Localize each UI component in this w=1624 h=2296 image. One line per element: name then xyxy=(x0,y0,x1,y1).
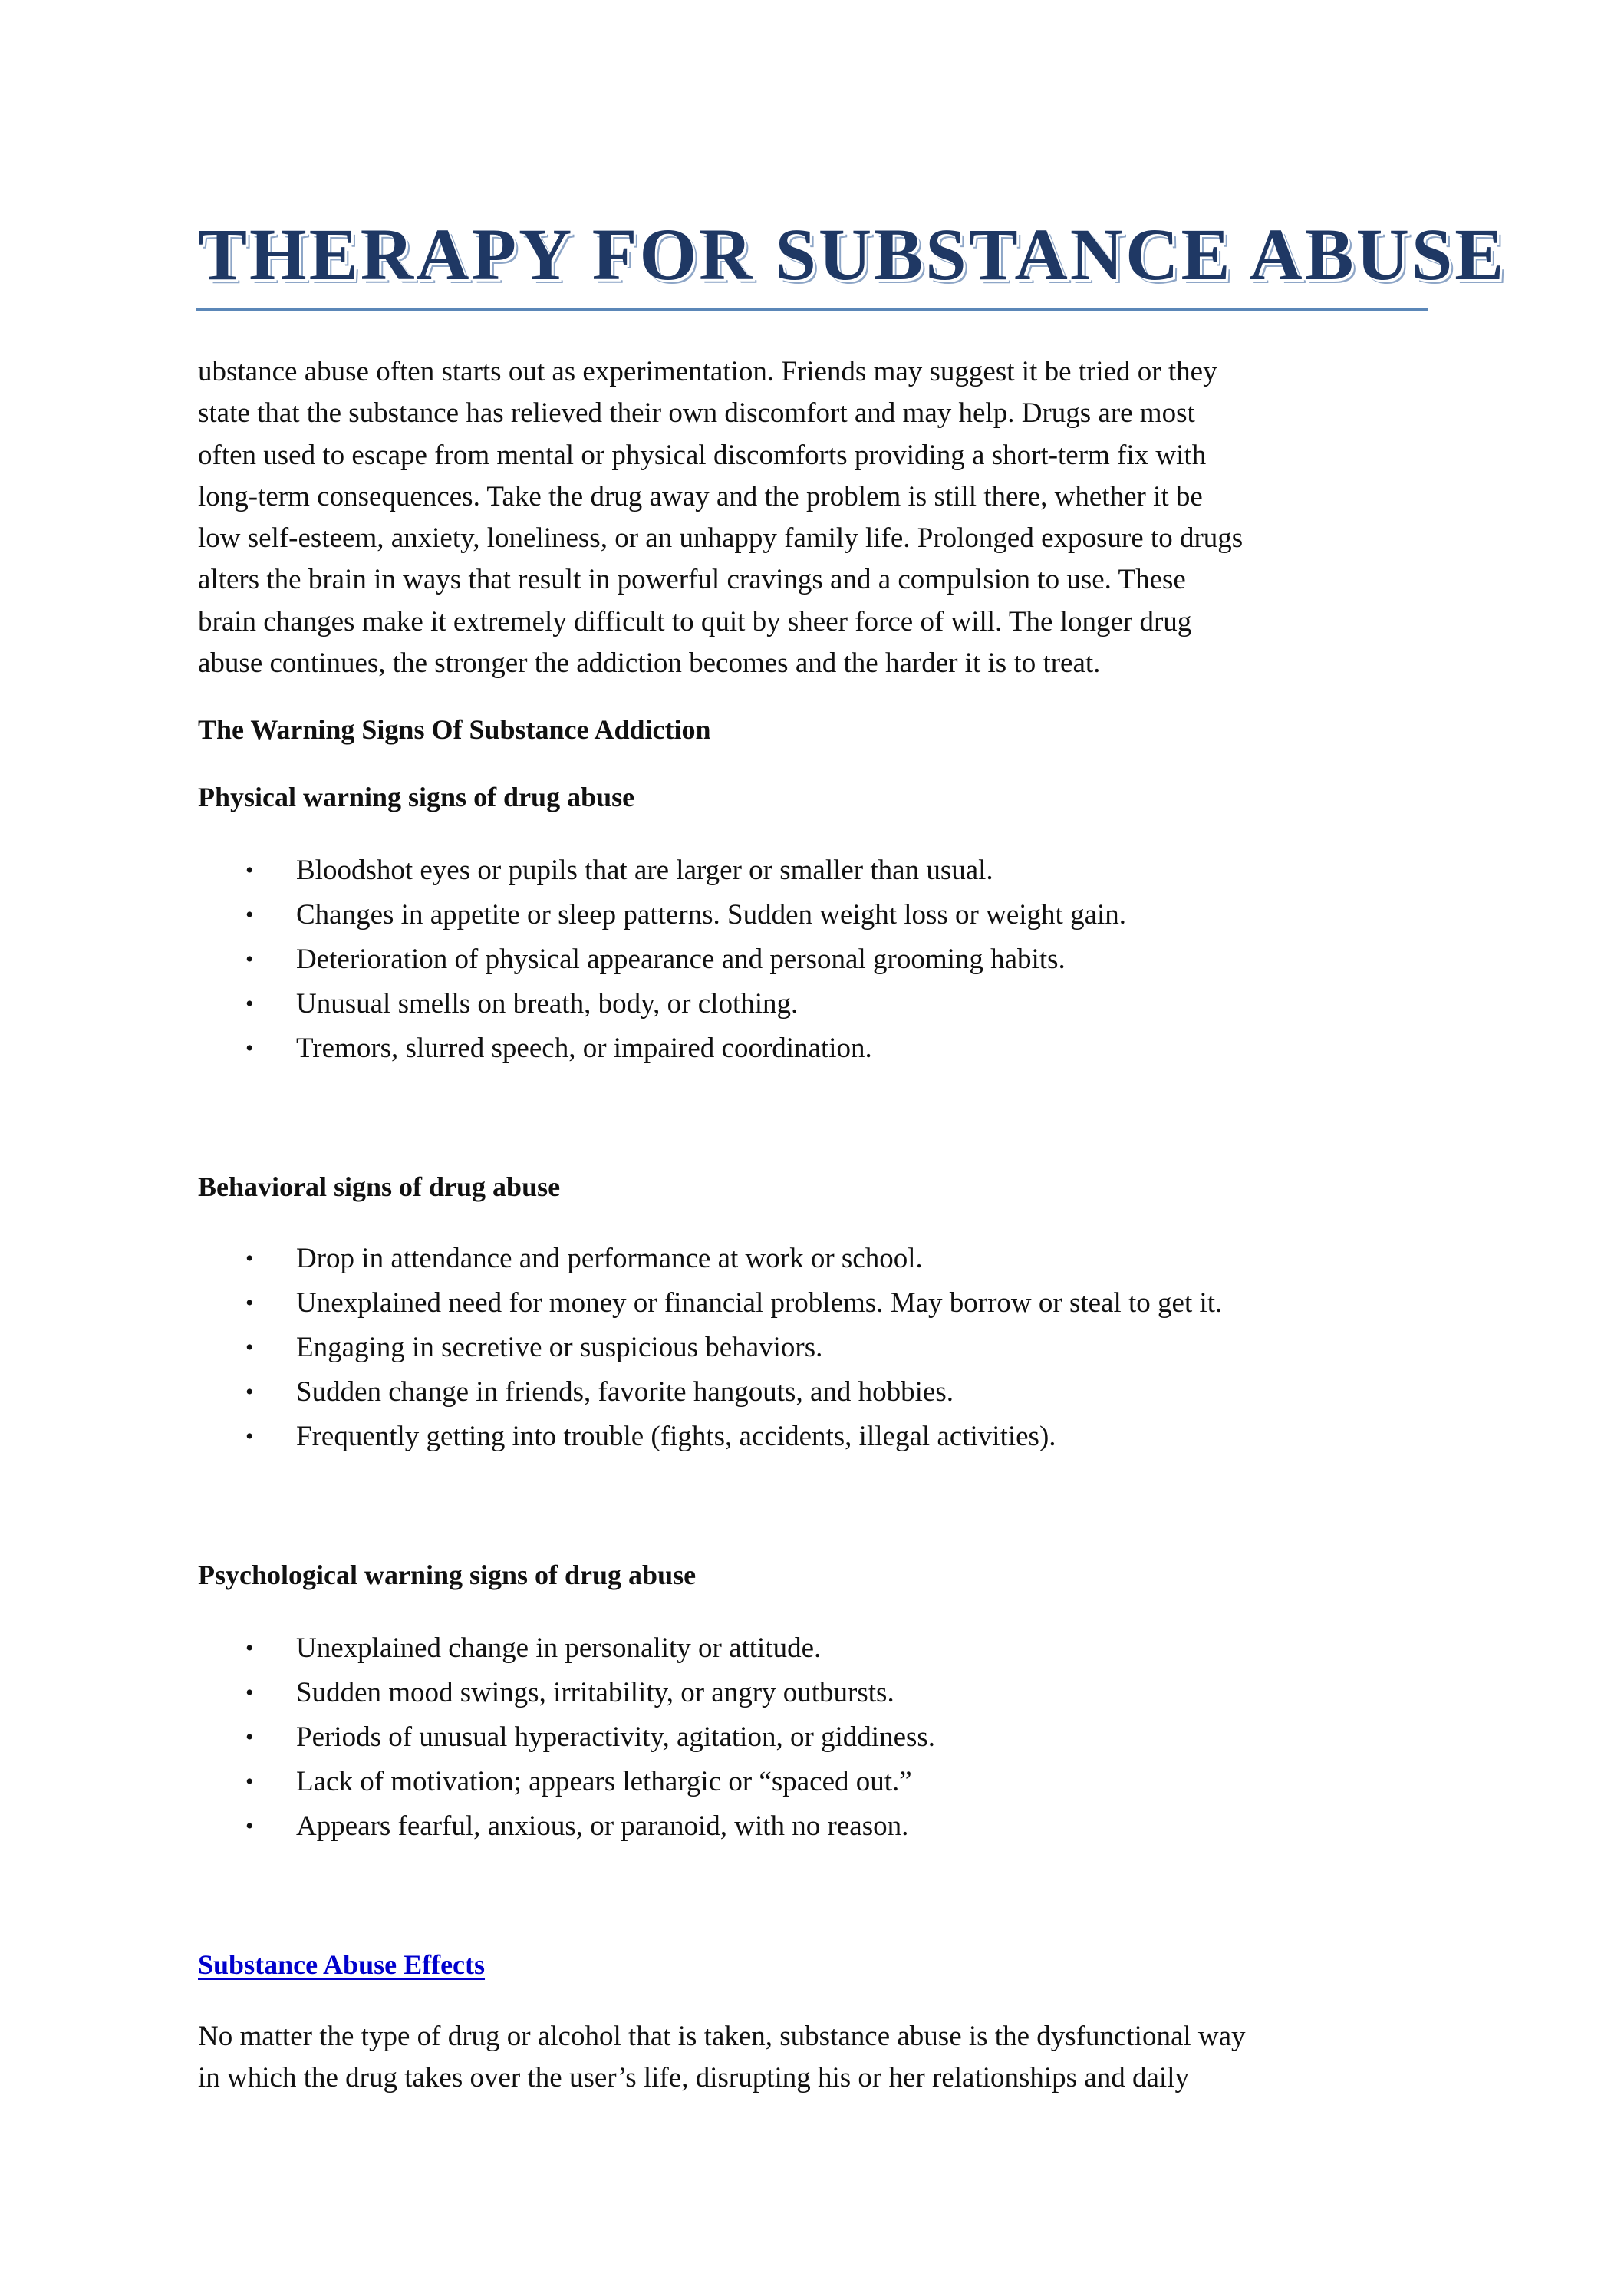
intro-line: long-term consequences. Take the drug away and the problem is still there, whether it be xyxy=(198,480,1203,512)
intro-line: alters the brain in ways that result in powerful cravings and a compulsion to use. These xyxy=(198,564,1186,596)
list-item: • Changes in appetite or sleep patterns. Sudden weight loss or weight gain. xyxy=(198,893,1464,937)
bullet-icon: • xyxy=(245,902,254,927)
bullet-icon: • xyxy=(245,1246,254,1271)
bullet-icon: • xyxy=(245,1290,254,1316)
intro-line: state that the substance has relieved their own discomfort and may help. Drugs are most xyxy=(198,397,1195,430)
list-item: • Tremors, slurred speech, or impaired coordination. xyxy=(198,1026,1464,1071)
bullet-icon: • xyxy=(245,1680,254,1705)
list-item: • Deterioration of physical appearance and personal grooming habits. xyxy=(198,937,1464,982)
bullet-icon: • xyxy=(245,1769,254,1794)
bullet-icon: • xyxy=(245,947,254,972)
list-item: • Bloodshot eyes or pupils that are larger or smaller than usual. xyxy=(198,848,1464,893)
bullet-icon: • xyxy=(245,1424,254,1449)
list-item: • Engaging in secretive or suspicious behaviors. xyxy=(198,1326,1464,1370)
list-item: • Drop in attendance and performance at work or school. xyxy=(198,1237,1464,1281)
substance-abuse-effects-link[interactable]: Substance Abuse Effects xyxy=(198,1949,486,1980)
list-item: • Unexplained change in personality or attitude. xyxy=(198,1626,1464,1671)
heading-behavioral-signs: Behavioral signs of drug abuse xyxy=(198,1171,561,1202)
bullet-icon: • xyxy=(245,1813,254,1839)
effects-line: No matter the type of drug or alcohol that is taken, substance abuse is the dysfunctional way xyxy=(198,2021,1246,2052)
bullet-icon: • xyxy=(245,991,254,1016)
list-item: • Frequently getting into trouble (fights, accidents, illegal activities). xyxy=(198,1415,1464,1459)
effects-paragraph xyxy=(198,2016,1441,2100)
list-item: • Sudden change in friends, favorite hangouts, and hobbies. xyxy=(198,1370,1464,1415)
list-item: • Unusual smells on breath, body, or clothing. xyxy=(198,982,1464,1026)
document-title: THERAPY FOR SUBSTANCE ABUSE xyxy=(198,213,1507,295)
intro-line: low self-esteem, anxiety, loneliness, or an unhappy family life. Prolonged exposure to drugs xyxy=(198,522,1244,555)
behavioral-signs-list xyxy=(198,1237,1464,1459)
intro-line: ubstance abuse often starts out as experimentation. Friends may suggest it be tried or they xyxy=(198,356,1217,387)
bullet-icon: • xyxy=(245,1036,254,1061)
physical-signs-list xyxy=(198,848,1464,1071)
effects-line: in which the drug takes over the user’s life, disrupting his or her relationships and daily xyxy=(198,2062,1189,2094)
bullet-icon: • xyxy=(245,1636,254,1661)
heading-physical-signs: Physical warning signs of drug abuse xyxy=(198,782,635,812)
intro-paragraph xyxy=(198,351,1441,684)
title-underline-rule xyxy=(196,308,1428,311)
list-item: • Unexplained need for money or financial problems. May borrow or steal to get it. xyxy=(198,1281,1464,1326)
intro-line: brain changes make it extremely difficult to quit by sheer force of will. The longer drug xyxy=(198,605,1192,637)
section-heading-warning-signs: The Warning Signs Of Substance Addiction xyxy=(198,714,711,745)
intro-line: often used to escape from mental or physical discomforts providing a short-term fix with xyxy=(198,439,1207,471)
bullet-icon: • xyxy=(245,1724,254,1750)
list-item: • Appears fearful, anxious, or paranoid, with no reason. xyxy=(198,1804,1464,1849)
bullet-icon: • xyxy=(245,1379,254,1405)
heading-psychological-signs: Psychological warning signs of drug abuse xyxy=(198,1560,697,1590)
intro-line: abuse continues, the stronger the addiction becomes and the harder it is to treat. xyxy=(198,647,1101,680)
psychological-signs-list xyxy=(198,1626,1464,1849)
bullet-icon: • xyxy=(245,1335,254,1360)
list-item: • Periods of unusual hyperactivity, agitation, or giddiness. xyxy=(198,1715,1464,1760)
list-item: • Sudden mood swings, irritability, or angry outbursts. xyxy=(198,1671,1464,1715)
bullet-icon: • xyxy=(245,858,254,883)
list-item: • Lack of motivation; appears lethargic or “spaced out.” xyxy=(198,1760,1464,1804)
